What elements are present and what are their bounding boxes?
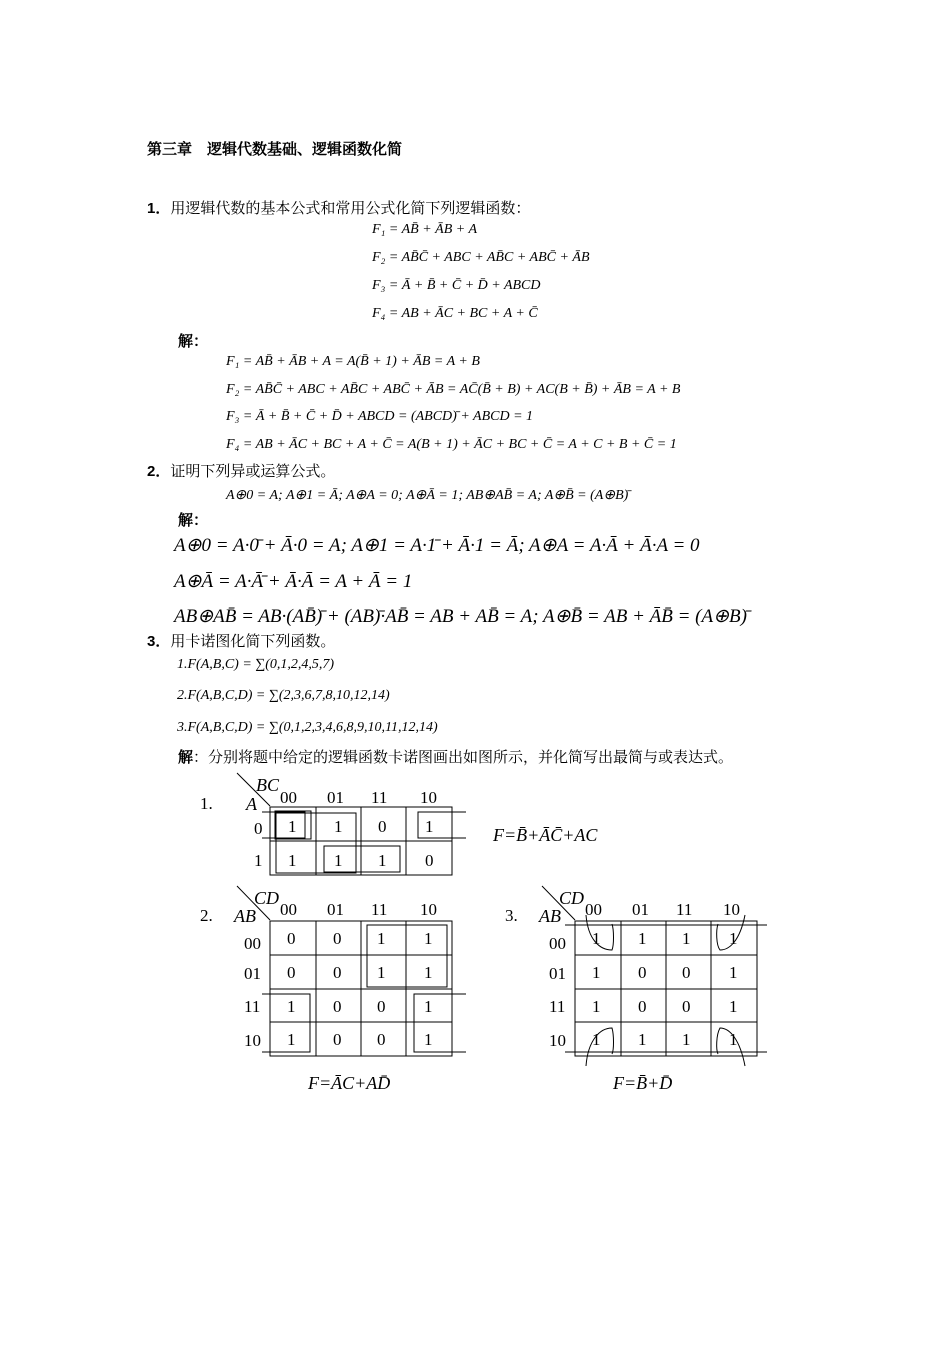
kmap1-loop-m0 [275, 811, 311, 839]
q1-solution-label: 解： [178, 332, 209, 350]
q3-function-3: 3.F(A,B,C,D) = ∑(0,1,2,3,4,6,8,9,10,11,12,14) [177, 720, 438, 735]
kmap1-col-var: BC [256, 775, 280, 795]
q2-proof-3: AB⊕AB̄ = AB·(AB̄)̄ + (AB)̄·AB̄ = AB + AB̄ = A; A⊕B̄ = AB + ĀB̄ = (A⊕B)̄ [174, 606, 747, 627]
kmap3-label: 3. [505, 906, 518, 925]
kmap3-cell: 0 [682, 997, 691, 1016]
kmap2-cell: 0 [287, 929, 296, 948]
q1-function-4: F₄ = AB + ĀC + BC + A + C̄ [372, 306, 538, 321]
kmap2-grid [237, 886, 466, 1056]
kmap2-cell: 0 [333, 929, 342, 948]
kmap3-cell: 1 [638, 1030, 647, 1049]
kmap1-label: 1. [200, 794, 213, 813]
q3-number: 3． [147, 633, 171, 650]
kmap3-result: F=B̄+D̄ [613, 1073, 673, 1093]
q1-solution-3: F₃ = Ā + B̄ + C̄ + D̄ + ABCD = (ABCD)̄ + ABCD = 1 [226, 409, 534, 424]
kmap3-cell: 1 [729, 929, 738, 948]
kmap2-row-00: 00 [244, 934, 261, 953]
kmap2-cell: 1 [377, 963, 386, 982]
kmap3-row-00: 00 [549, 934, 566, 953]
q2-proof-1: A⊕0 = A·0̄ + Ā·0 = A; A⊕1 = A·1̄ + Ā·1 = Ā; A⊕A = A·Ā + Ā·A = 0 [174, 535, 700, 556]
kmap1-cell: 1 [425, 817, 434, 836]
kmap2-loop-wrap-left [262, 994, 310, 1052]
kmap3-cell: 1 [729, 1030, 738, 1049]
kmap2-cell: 1 [377, 929, 386, 948]
kmap2-cell: 0 [333, 963, 342, 982]
kmap3-cell: 1 [592, 997, 601, 1016]
kmap2-loop-a-bar-c [367, 925, 447, 987]
kmap1-col-00: 00 [280, 788, 297, 807]
q3-solution-label: 解 [178, 748, 194, 766]
kmap2-cell: 1 [424, 1030, 433, 1049]
kmap1-loop-ac [324, 846, 400, 872]
q1-solution-4: F₄ = AB + ĀC + BC + A + C̄ = A(B + 1) + ĀC + BC + C̄ = A + C + B + C̄ = 1 [226, 437, 677, 452]
kmap3-corner-tl [586, 915, 614, 950]
kmap3-cell: 1 [592, 1030, 601, 1049]
kmap3-col-10: 10 [723, 900, 740, 919]
q2-solution-label: 解： [178, 511, 209, 529]
kmap3-col-00: 00 [585, 900, 602, 919]
kmap3-cell: 0 [682, 963, 691, 982]
q3-function-2: 2.F(A,B,C,D) = ∑(2,3,6,7,8,10,12,14) [177, 688, 390, 703]
kmap3-row-11: 11 [549, 997, 566, 1016]
kmap2-cell: 0 [333, 1030, 342, 1049]
kmap3-col-var: CD [559, 888, 585, 908]
kmap2-result: F=ĀC+AD̄ [308, 1073, 391, 1093]
kmap2-row-10: 10 [244, 1031, 261, 1050]
kmap3-col-11: 11 [676, 900, 693, 919]
kmap2-col-var: CD [254, 888, 280, 908]
q2-prompt: 证明下列异或运算公式。 [170, 462, 336, 480]
kmap2-col-11: 11 [371, 900, 388, 919]
kmap1-cell: 1 [378, 851, 387, 870]
q1-solution-2: F₂ = AB̄C̄ + ABC + AB̄C + ABC̄ + ĀB = AC̄(B̄ + B) + AC(B + B̄) + ĀB = A + B [226, 382, 681, 397]
kmap3-col-01: 01 [632, 900, 649, 919]
kmap3-cell: 1 [638, 929, 647, 948]
kmap3-grid [542, 886, 767, 1066]
kmap3-corner-bl [586, 1028, 614, 1066]
q3-function-1: 1.F(A,B,C) = ∑(0,1,2,4,5,7) [177, 657, 335, 672]
kmap1-col-10: 10 [420, 788, 437, 807]
kmap1-grid [237, 773, 466, 875]
kmap2-row-var: AB [234, 906, 256, 926]
kmap1-row-0: 0 [254, 819, 263, 838]
kmap1-result: F=B̄+ĀC̄+AC [493, 825, 598, 845]
kmap2-cell: 0 [377, 997, 386, 1016]
q1-solution-1: F₁ = AB̄ + ĀB + A = A(B̄ + 1) + ĀB = A + B [226, 354, 480, 369]
kmap1-cell: 1 [334, 817, 343, 836]
q1-number: 1． [147, 200, 171, 217]
kmap1-loop-wrap-right [418, 812, 466, 838]
q1-prompt: 用逻辑代数的基本公式和常用公式化简下列逻辑函数： [170, 199, 531, 217]
kmap1-row-1: 1 [254, 851, 263, 870]
q1-function-1: F₁ = AB̄ + ĀB + A [372, 222, 478, 237]
kmap2-col-00: 00 [280, 900, 297, 919]
kmap3-cell: 1 [729, 963, 738, 982]
kmap3-corner-br [717, 1028, 745, 1066]
kmap1-cell: 1 [288, 851, 297, 870]
kmap3-cell: 1 [592, 963, 601, 982]
kmap2-cell: 1 [424, 963, 433, 982]
kmap1-row-var: A [246, 794, 257, 814]
kmap3-cell: 1 [592, 929, 601, 948]
kmap2-label: 2. [200, 906, 213, 925]
kmap2-cell: 1 [424, 997, 433, 1016]
kmap1-cell: 0 [425, 851, 434, 870]
q2-proof-2: A⊕Ā = A·Ā̄ + Ā·Ā = A + Ā = 1 [174, 571, 413, 592]
kmap1-loop-wrap-left [262, 812, 305, 838]
kmap1-cell: 0 [378, 817, 387, 836]
q2-formulas: A⊕0 = A; A⊕1 = Ā; A⊕A = 0; A⊕Ā = 1; AB⊕AB̄ = A; A⊕B̄ = (A⊕B)̄ [226, 488, 629, 503]
kmap3-cell: 1 [682, 1030, 691, 1049]
kmap2-cell: 0 [377, 1030, 386, 1049]
kmap3-loop-rows [567, 954, 750, 1022]
q3-prompt: 用卡诺图化简下列函数。 [170, 632, 336, 650]
kmap2-row-01: 01 [244, 964, 261, 983]
q1-function-2: F₂ = AB̄C̄ + ABC + AB̄C + ABC̄ + ĀB [372, 250, 590, 265]
kmap3-row-10: 10 [549, 1031, 566, 1050]
kmap1-col-11: 11 [371, 788, 388, 807]
kmap3-cell: 0 [638, 963, 647, 982]
kmap3-corner-tr [717, 915, 745, 950]
kmap1-cell: 1 [288, 817, 297, 836]
kmap2-cell: 0 [287, 963, 296, 982]
kmap2-col-10: 10 [420, 900, 437, 919]
kmap2-cell: 1 [287, 997, 296, 1016]
kmap3-cell: 1 [682, 929, 691, 948]
kmap3-row-01: 01 [549, 964, 566, 983]
q1-function-3: F₃ = Ā + B̄ + C̄ + D̄ + ABCD [372, 278, 541, 293]
kmap2-col-01: 01 [327, 900, 344, 919]
kmap3-cell: 0 [638, 997, 647, 1016]
kmap3-cell: 1 [729, 997, 738, 1016]
kmap2-cell: 1 [424, 929, 433, 948]
kmap2-row-11: 11 [244, 997, 261, 1016]
kmap1-col-01: 01 [327, 788, 344, 807]
kmap2-cell: 1 [287, 1030, 296, 1049]
q2-number: 2． [147, 463, 171, 480]
chapter-title: 第三章 逻辑代数基础、逻辑函数化简 [147, 140, 403, 158]
kmap3-row-var: AB [539, 906, 561, 926]
kmap2-loop-wrap-right [414, 994, 466, 1052]
kmap2-cell: 0 [333, 997, 342, 1016]
q3-solution-text: ：分别将题中给定的逻辑函数卡诺图画出如图所示，并化简写出最简与或表达式。 [193, 748, 734, 766]
kmap1-cell: 1 [334, 851, 343, 870]
